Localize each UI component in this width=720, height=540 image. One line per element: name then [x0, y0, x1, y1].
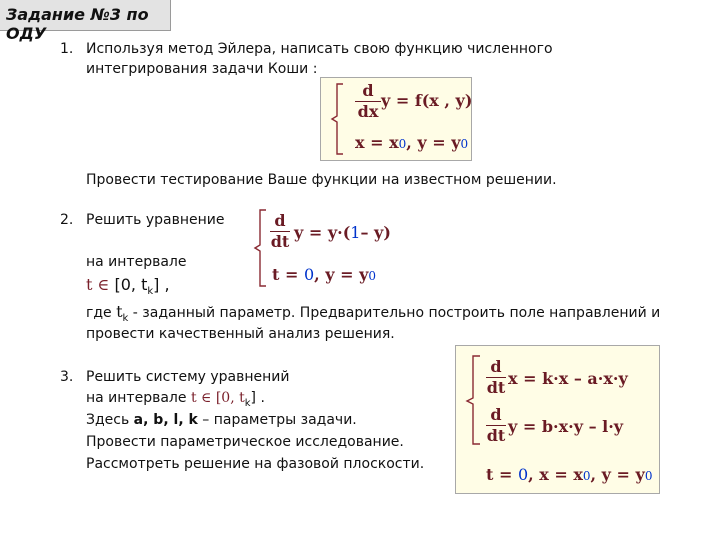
item-2-line4: где $t_k$ - заданный параметр. Предварительно построить поле направлений и — [86, 302, 661, 324]
item-3-number: 3. — [60, 369, 74, 385]
logistic-initial-condition: t = 0, y = y0 — [272, 265, 377, 284]
derivative-d-dt-1: d dt — [486, 357, 506, 397]
system-equation-2: y = b·x·y – l·y — [508, 417, 624, 436]
item-3-line5: Рассмотреть решение на фазовой плоскости. — [86, 456, 425, 472]
system-equation-1: x = k·x – a·x·y — [508, 369, 628, 388]
title-tab — [0, 0, 171, 43]
item-3-line2: на интервале t ∈ [0, $t_k$] . — [86, 390, 265, 409]
brace-icon — [329, 82, 345, 156]
cauchy-initial-condition: x = x0, y = y0 — [355, 133, 469, 152]
derivative-d-dx: d dx — [355, 82, 381, 121]
item-2-interval: t ∈ [0, $t_k$] , — [86, 275, 170, 298]
item-2-line1: Решить уравнение — [86, 212, 225, 228]
logistic-formula — [248, 206, 408, 290]
cauchy-equation: y = f(x , y) — [381, 91, 473, 110]
item-3-line4: Провести параметрическое исследование. — [86, 434, 404, 450]
page-title: Задание №3 по ОДУ — [6, 5, 149, 43]
brace-icon — [252, 208, 268, 288]
item-3-line3: Здесь a, b, l, k – параметры задачи. — [86, 412, 357, 428]
item-1-line1: Используя метод Эйлера, написать свою функцию численного — [86, 41, 553, 57]
cauchy-formula-box — [320, 77, 472, 161]
item-2-line2: на интервале — [86, 254, 187, 270]
item-2-line5: провести качественный анализ решения. — [86, 326, 395, 342]
item-3-line1: Решить систему уравнений — [86, 369, 290, 385]
item-1-line2: интегрирования задачи Коши : — [86, 61, 318, 77]
system-formula-box — [455, 345, 660, 494]
system-initial-condition: t = 0, x = x0, y = y0 — [486, 465, 653, 484]
brace-icon — [464, 354, 482, 446]
item-2-number: 2. — [60, 212, 74, 228]
logistic-equation: y = y·(1– y) — [294, 223, 391, 242]
item-1-line3: Провести тестирование Ваше функции на известном решении. — [86, 172, 557, 188]
derivative-d-dt: d dt — [270, 211, 290, 251]
derivative-d-dt-2: d dt — [486, 405, 506, 445]
item-1-number: 1. — [60, 41, 74, 57]
